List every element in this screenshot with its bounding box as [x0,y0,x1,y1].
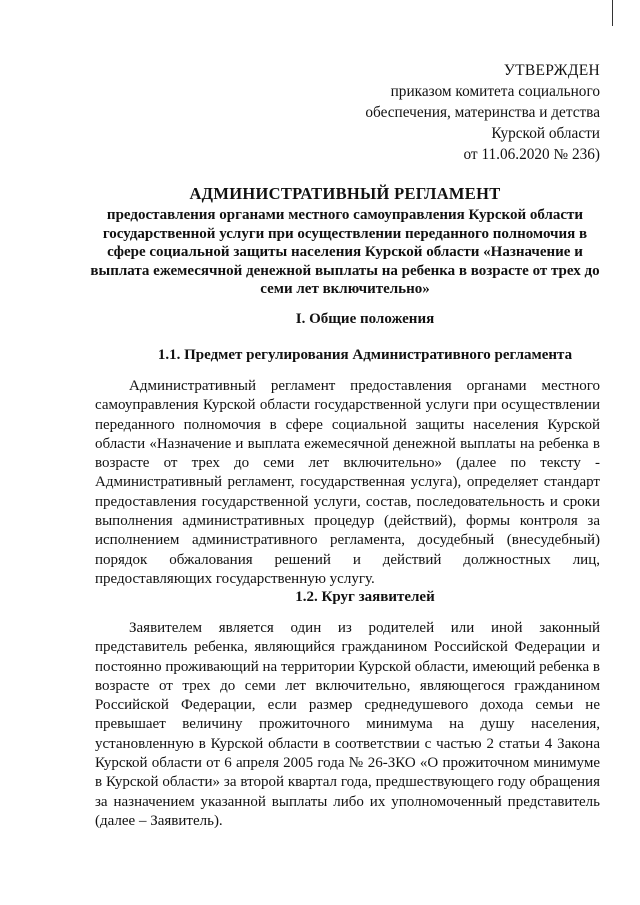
section-heading-subject: 1.1. Предмет регулирования Административного регламента [157,347,573,363]
document-subtitle: предоставления органами местного самоуправления Курской области государственной услуги при осуществлении переданного полномочия в сфере социальной защиты населения Курской области «Назначение и выплата ежемесячной денежной выплаты на ребенка в возрасте от трех до семи лет включительно» [90,207,600,297]
document-title: АДМИНИСТРАТИВНЫЙ РЕГЛАМЕНТ [189,184,501,203]
approval-line-4: от 11.06.2020 № 236) [463,146,600,163]
approval-stamp-block [300,60,600,165]
section-heading-applicants: 1.2. Круг заявителей [295,589,435,605]
title-block [90,183,600,299]
scan-edge-line [612,0,613,26]
approval-line-1: приказом комитета социального [390,83,600,100]
section-heading-general: I. Общие положения [295,311,435,327]
paragraph-subject: Административный регламент предоставления органами местного самоуправления Курской области государственной услуги при осуществлении переданного полномочия в сфере социальной защиты населения Курской области «Назначение и выплата ежемесячной денежной выплаты на ребенка в возрасте от трех до семи лет включительно» (далее по тексту - Административный регламент, государственная услуга), определяет стандарт предоставления государственной услуги, состав, последовательность и сроки выполнения административных процедур (действий), формы контроля за исполнением административного регламента, досудебный (внесудебный) порядок обжалования решений и действий должностных лиц, предоставляющих государственную услугу. [95,378,600,587]
approval-line-2: обеспечения, материнства и детства [365,104,600,121]
approval-line-3: Курской области [491,125,600,142]
paragraph-applicants: Заявителем является один из родителей или иной законный представитель ребенка, являющийся гражданином Российской Федерации и постоянно проживающий на территории Курской области, имеющий ребенка в возрасте от трех до семи лет включительно, являющегося гражданином Российской Федерации, если размер среднедушевого дохода семьи не превышает величину прожиточного минимума на душу населения, установленную в Курской области в соответствии с частью 2 статьи 4 Закона Курской области от 6 апреля 2005 года № 26-ЗКО «О прожиточном минимуме в Курской области» за второй квартал года, предшествующего году обращения за назначением указанной выплаты либо их уполномоченный представитель (далее – Заявитель). [95,620,600,829]
approved-label: УТВЕРЖДЕН [503,62,600,79]
